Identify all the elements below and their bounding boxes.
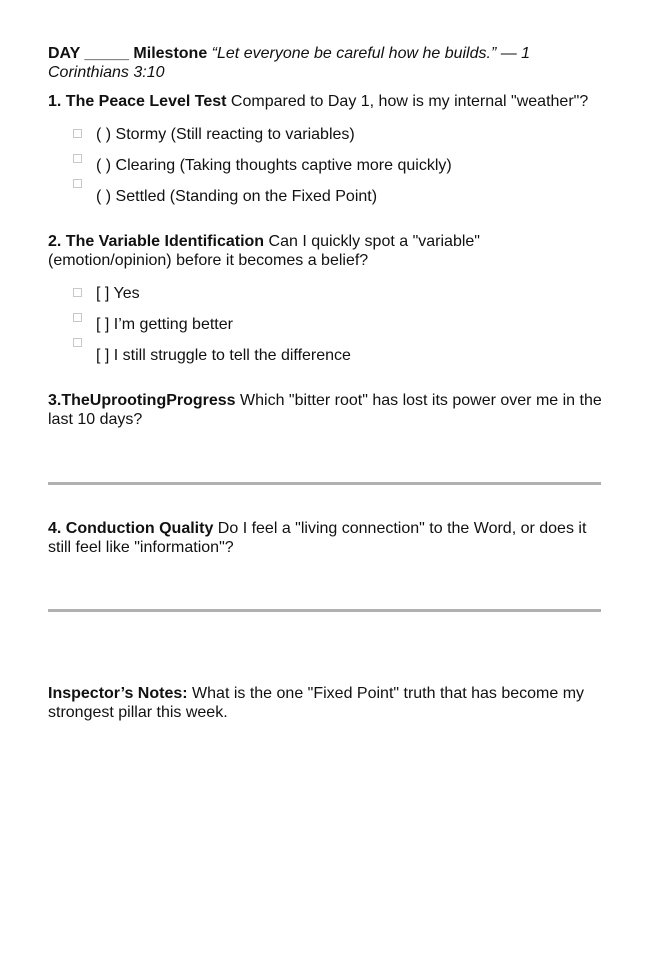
day-label: DAY _____ [48, 45, 129, 62]
checkbox-icon[interactable] [73, 179, 82, 188]
question-3-prompt: Which "bitter root" has lost its power over me in the last 10 days? [48, 392, 602, 428]
option-label: [ ] I still struggle to tell the difference [96, 347, 351, 364]
notes-prompt: What is the one "Fixed Point" truth that has become my strongest pillar this week. [48, 685, 585, 721]
option-clearing[interactable] [48, 156, 604, 187]
question-2-heading: 2. The Variable Identification [48, 233, 265, 250]
option-stormy[interactable] [48, 125, 604, 156]
question-3 [48, 391, 604, 429]
checkbox-icon[interactable] [73, 313, 82, 322]
checkbox-icon[interactable] [73, 154, 82, 163]
question-3-heading: 3.TheUprootingProgress [48, 392, 236, 409]
answer-line-3[interactable] [48, 482, 601, 485]
option-label: ( ) Stormy (Still reacting to variables) [96, 126, 355, 143]
notes-heading: Inspector’s Notes: [48, 685, 188, 702]
milestone-label: Milestone [133, 45, 208, 62]
option-label: ( ) Clearing (Taking thoughts captive more quickly) [96, 157, 452, 174]
question-4-prompt: Do I feel a "living connection" to the Word, or does it still feel like "information"? [48, 520, 587, 556]
page-title [48, 44, 604, 82]
option-settled[interactable] [48, 187, 604, 218]
question-1 [48, 92, 604, 111]
option-label: ( ) Settled (Standing on the Fixed Point) [96, 188, 378, 205]
option-yes[interactable] [48, 284, 604, 315]
inspectors-notes [48, 684, 604, 722]
option-still-struggle[interactable] [48, 346, 604, 377]
worksheet-page [48, 44, 604, 722]
option-label: [ ] I’m getting better [96, 316, 233, 333]
scripture-quote: “Let everyone be careful how he builds.” — 1 Corinthians 3:10 [48, 45, 531, 81]
question-2-options [48, 284, 604, 377]
checkbox-icon[interactable] [73, 338, 82, 347]
question-1-prompt: Compared to Day 1, how is my internal "weather"? [230, 93, 589, 110]
option-label: [ ] Yes [96, 285, 140, 302]
option-getting-better[interactable] [48, 315, 604, 346]
question-4-heading: 4. Conduction Quality [48, 520, 214, 537]
question-1-options [48, 125, 604, 218]
question-4 [48, 519, 604, 557]
question-2-prompt: Can I quickly spot a "variable" (emotion/opinion) before it becomes a belief? [48, 233, 480, 269]
checkbox-icon[interactable] [73, 288, 82, 297]
answer-line-4[interactable] [48, 609, 601, 612]
question-2 [48, 232, 604, 270]
checkbox-icon[interactable] [73, 129, 82, 138]
question-1-heading: 1. The Peace Level Test [48, 93, 227, 110]
